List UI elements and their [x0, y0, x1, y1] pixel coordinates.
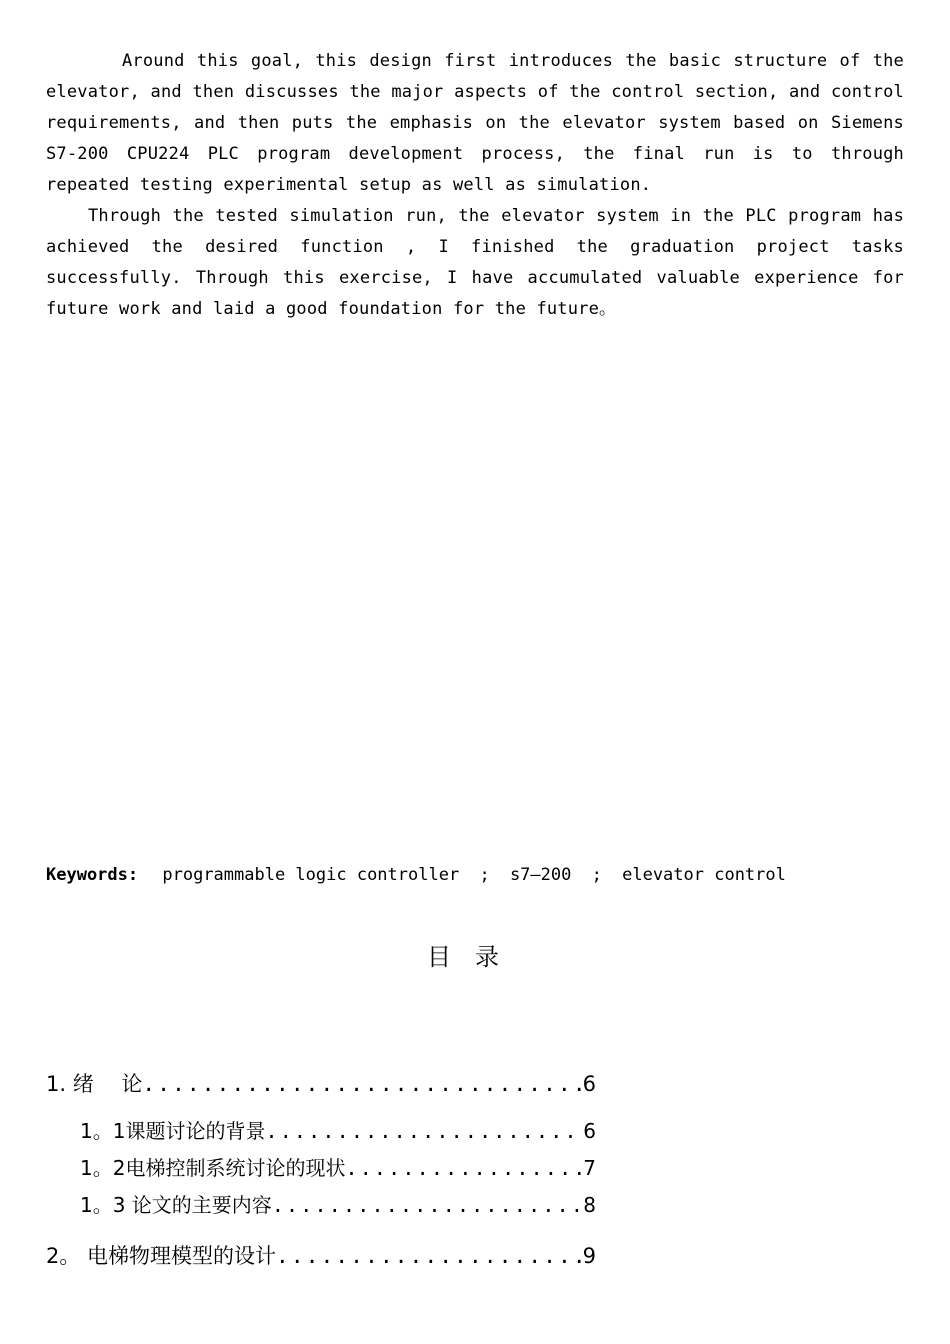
keyword-separator: ;: [479, 865, 490, 885]
keywords-label: Keywords:: [46, 865, 139, 885]
toc-entry-label: 1。3 论文的主要内容: [80, 1193, 272, 1217]
toc-entry-page: 7: [583, 1156, 596, 1180]
toc-leader-dots: [276, 1236, 583, 1276]
toc-entry[interactable]: [46, 1236, 596, 1286]
toc-leader-dots: [272, 1188, 583, 1222]
toc-leader-dots: [142, 1064, 582, 1104]
toc-entry-label: 1。2电梯控制系统讨论的现状: [80, 1156, 346, 1180]
keyword: programmable logic controller: [162, 865, 460, 885]
toc-entry-page: 6: [582, 1072, 596, 1096]
toc-entry-label: 1. 绪 论: [46, 1072, 143, 1096]
toc-leader-dots: [345, 1151, 583, 1185]
toc-entry-label: 1。1课题讨论的背景: [80, 1119, 266, 1143]
toc-entry-page: 8: [583, 1193, 596, 1217]
keyword-separator: ;: [591, 865, 602, 885]
abstract-paragraph: Through the tested simulation run, the elevator system in the PLC program has achieved the desired function , I finished the graduation project tasks successfully. Through this exercise, I have accumulated valuable experience for future work and laid a good foundation for the future。: [46, 206, 904, 319]
keyword: s7—200: [509, 865, 572, 885]
abstract-paragraph: Around this goal, this design first introduces the basic structure of the elevator, and then discusses the major aspects of the control section, and control requirements, and then puts the emphasis on the elevator system based on Siemens S7-200 CPU224 PLC program development process, the final run is to through repeated testing experimental setup as well as simulation.: [46, 51, 904, 195]
keywords-line: [46, 862, 786, 888]
toc-entry[interactable]: [46, 1151, 596, 1188]
keyword: elevator control: [622, 865, 786, 885]
toc-entry-page: 9: [582, 1244, 596, 1268]
toc-leader-dots: [265, 1114, 583, 1148]
toc-entry[interactable]: [46, 1064, 596, 1114]
toc-entry[interactable]: [46, 1114, 596, 1151]
toc-entry-label: 2。 电梯物理模型的设计: [46, 1244, 277, 1268]
toc-entry-page: 6: [583, 1119, 596, 1143]
table-of-contents: [46, 1064, 606, 1286]
toc-entry[interactable]: [46, 1188, 596, 1225]
abstract-body: [46, 46, 904, 325]
toc-title: 目录: [427, 943, 523, 971]
